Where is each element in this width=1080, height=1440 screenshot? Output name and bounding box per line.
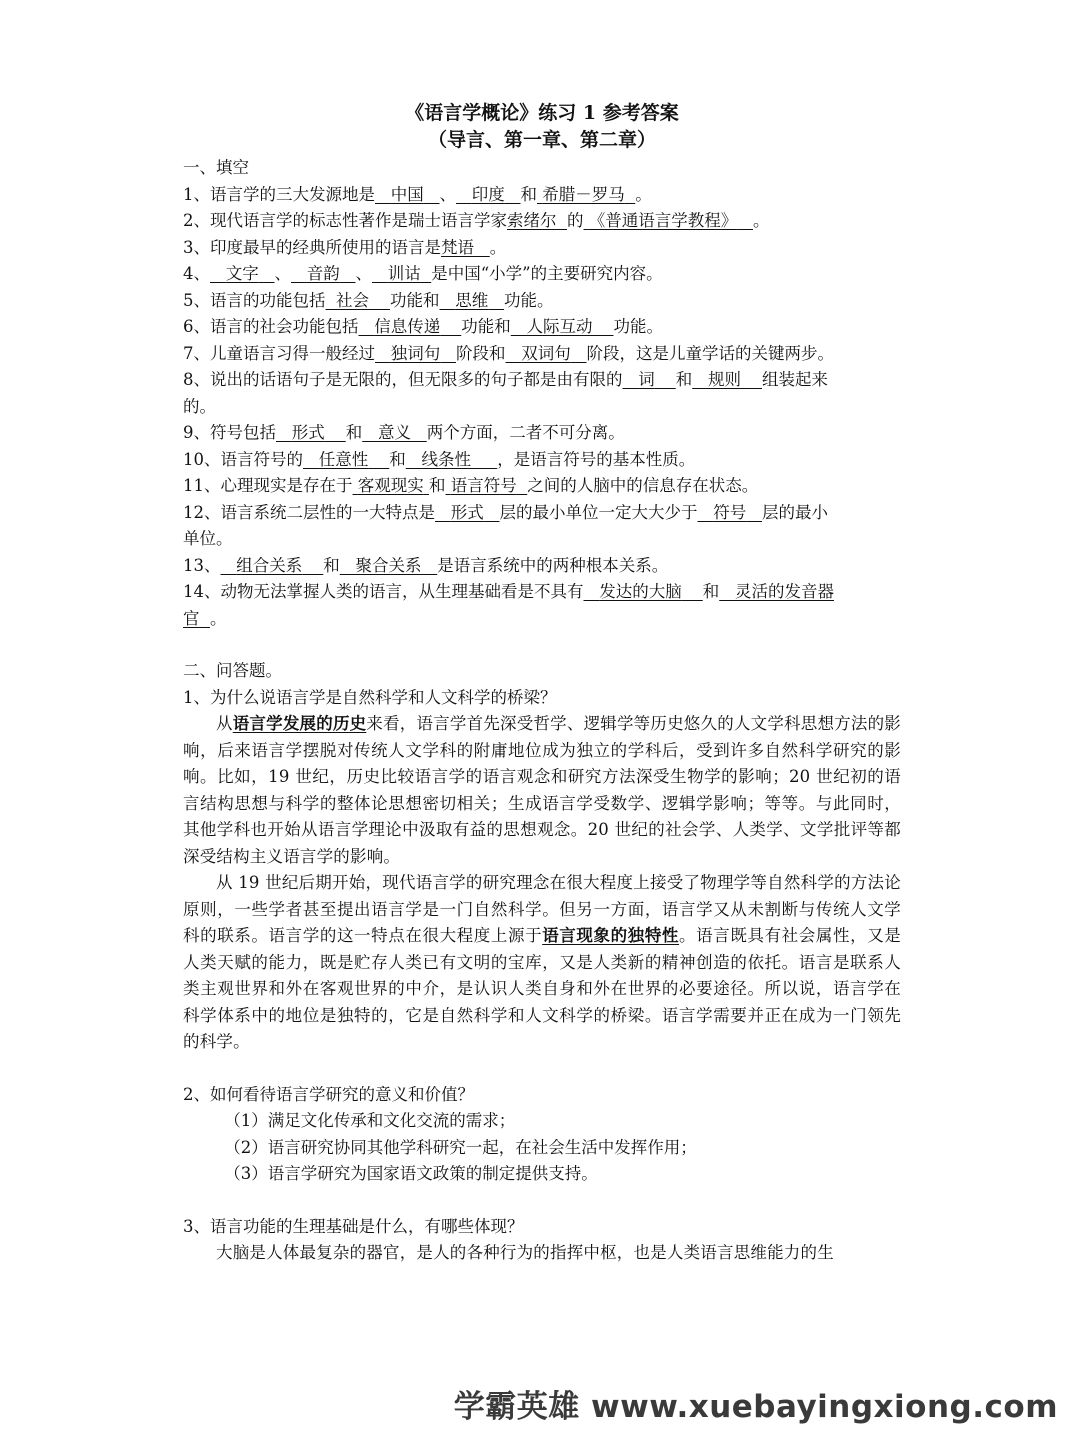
answer-blank: 独词句 <box>390 343 441 363</box>
qa-question-3-paragraph-1: 大脑是人体最复杂的器官，是人的各种行为的指挥中枢，也是人类语言思维能力的生 <box>216 1243 834 1262</box>
answer-blank: 中国 <box>390 184 424 204</box>
answer-blank: 意义 <box>377 423 411 442</box>
qa-question-1-title: 1、为什么说语言学是自然科学和人文科学的桥梁？ <box>183 687 557 707</box>
section1-heading: 一、填空 <box>183 158 249 177</box>
fill-question-1: 1、语言学的三大发源地是 中国 、 印度 和 希腊－罗马 。 <box>183 184 652 204</box>
answer-blank: 形式 <box>450 502 484 522</box>
fill-question-7: 7、儿童语言习得一般经过 独词句 阶段和 双词句 阶段，这是儿童学话的关键两步。 <box>183 343 834 363</box>
fill-question-10: 10、语言符号的 任意性 和 线条性 ，是语言符号的基本性质。 <box>183 449 696 469</box>
answer-blank: 信息传递 <box>374 317 441 336</box>
answer-blank: 灵活的发音器 <box>734 582 834 601</box>
key-phrase: 语言现象的独特性 <box>542 926 680 945</box>
fill-question-13: 13、 组合关系 和 聚合关系 是语言系统中的两种根本关系。 <box>183 555 669 575</box>
qa-question-2-title: 2、如何看待语言学研究的意义和价值？ <box>183 1084 474 1104</box>
fill-question-9: 9、符号包括 形式 和 意义 两个方面，二者不可分离。 <box>183 423 625 442</box>
answer-blank: 词 <box>638 370 655 389</box>
answer-blank: 官 <box>183 608 200 628</box>
fill-question-14-cont: 官 。 <box>183 608 227 628</box>
answer-blank: 梵语 <box>441 237 474 257</box>
answer-blank: 社会 <box>336 290 369 310</box>
answer-blank: 线条性 <box>421 449 471 469</box>
answer-blank: 双词句 <box>521 343 571 363</box>
qa-question-2-item: （1）满足文化传承和文化交流的需求； <box>224 1111 516 1130</box>
answer-blank: 《普通语言学教程》 <box>588 211 738 230</box>
section2-heading: 二、问答题。 <box>183 661 282 680</box>
qa-question-2-item: （3）语言学研究为国家语文政策的制定提供支持。 <box>224 1164 598 1183</box>
answer-blank: 规则 <box>707 370 741 389</box>
answer-blank: 印度 <box>471 184 505 204</box>
document-page <box>183 100 901 1267</box>
answer-blank: 组合关系 <box>236 555 303 575</box>
answer-blank: 人际互动 <box>526 317 593 336</box>
qa-question-3-title: 3、语言功能的生理基础是什么，有哪些体现？ <box>183 1216 524 1236</box>
fill-question-3: 3、印度最早的经典所使用的语言是梵语 。 <box>183 237 507 257</box>
fill-question-12-cont: 单位。 <box>183 529 233 548</box>
document-title: 《语言学概论》练习 1 参考答案 <box>405 102 679 124</box>
answer-blank: 索绪尔 <box>507 211 557 230</box>
fill-question-8: 8、说出的话语句子是无限的，但无限多的句子都是由有限的 词 和 规则 组装起来 <box>183 370 828 389</box>
answer-blank: 希腊－罗马 <box>542 184 625 204</box>
fill-question-6: 6、语言的社会功能包括 信息传递 功能和 人际互动 功能。 <box>183 317 663 336</box>
answer-blank: 思维 <box>455 290 489 310</box>
answer-blank: 聚合关系 <box>355 555 422 575</box>
qa-question-2-item: （2）语言研究协同其他学科研究一起，在社会生活中发挥作用； <box>224 1137 697 1157</box>
fill-question-8-cont: 的。 <box>183 396 216 416</box>
key-phrase: 语言学发展的历史 <box>232 714 367 733</box>
site-watermark: 学霸英雄 www.xuebayingxiong.com <box>453 1389 1058 1425</box>
answer-blank: 训诂 <box>387 264 421 283</box>
fill-question-5: 5、语言的功能包括 社会 功能和 思维 功能。 <box>183 290 554 310</box>
fill-question-2: 2、现代语言学的标志性著作是瑞士语言学家索绪尔 的 《普通语言学教程》 。 <box>183 211 770 230</box>
fill-question-14: 14、动物无法掌握人类的语言，从生理基础看是不具有 发达的大脑 和 灵活的发音器 <box>183 582 834 601</box>
answer-blank: 文字 <box>225 264 259 283</box>
answer-blank: 形式 <box>291 423 325 442</box>
answer-blank: 发达的大脑 <box>599 582 682 601</box>
qa-question-1-paragraph-1: 从语言学发展的历史来看，语言学首先深受哲学、逻辑学等历史悠久的人文学科思想方法的影响，后来语言学摆脱对传统人文学科的附庸地位成为独立的学科后，受到许多自然科学研究的影响。比如，19 世纪，历史比较语言学的语言观念和研究方法深受生物学的影响；20 世纪初的语言结构思想与科学的整体论思想密切相关；生成语言学受数学、逻辑学影响；等等。与此同时，其他学科也开始从语言学理论中汲取有益的思想观念。20 世纪的社会学、人类学、文学批评等都深受结构主义语言学的影响。 <box>183 714 901 866</box>
answer-blank: 任意性 <box>318 449 369 469</box>
answer-blank: 音韵 <box>306 264 340 283</box>
answer-blank: 符号 <box>713 502 747 522</box>
fill-question-4: 4、 文字 、 音韵 、 训诂 是中国“小学”的主要研究内容。 <box>183 264 663 283</box>
answer-blank: 语言符号 <box>450 476 517 495</box>
document-subtitle: （导言、第一章、第二章） <box>427 129 656 151</box>
qa-question-1-paragraph-2: 从 19 世纪后期开始，现代语言学的研究理念在很大程度上接受了物理学等自然科学的方法论原则，一些学者甚至提出语言学是一门自然科学。但另一方面，语言学又从未割断与传统人文学科的联系。语言学的这一特点在很大程度上源于语言现象的独特性。语言既具有社会属性，又是人类天赋的能力，既是贮存人类已有文明的宝库，又是人类新的精神创造的依托。语言是联系人类主观世界和外在客观世界的中介，是认识人类自身和外在世界的必要途径。所以说，语言学在科学体系中的地位是独特的，它是自然科学和人文科学的桥梁。语言学需要并正在成为一门领先的科学。 <box>183 873 901 1051</box>
answer-blank: 客观现实 <box>357 476 424 495</box>
fill-question-11: 11、心理现实是存在于 客观现实 和 语言符号 之间的人脑中的信息存在状态。 <box>183 476 759 495</box>
fill-question-12: 12、语言系统二层性的一大特点是 形式 层的最小单位一定大大少于 符号 层的最小 <box>183 502 828 522</box>
